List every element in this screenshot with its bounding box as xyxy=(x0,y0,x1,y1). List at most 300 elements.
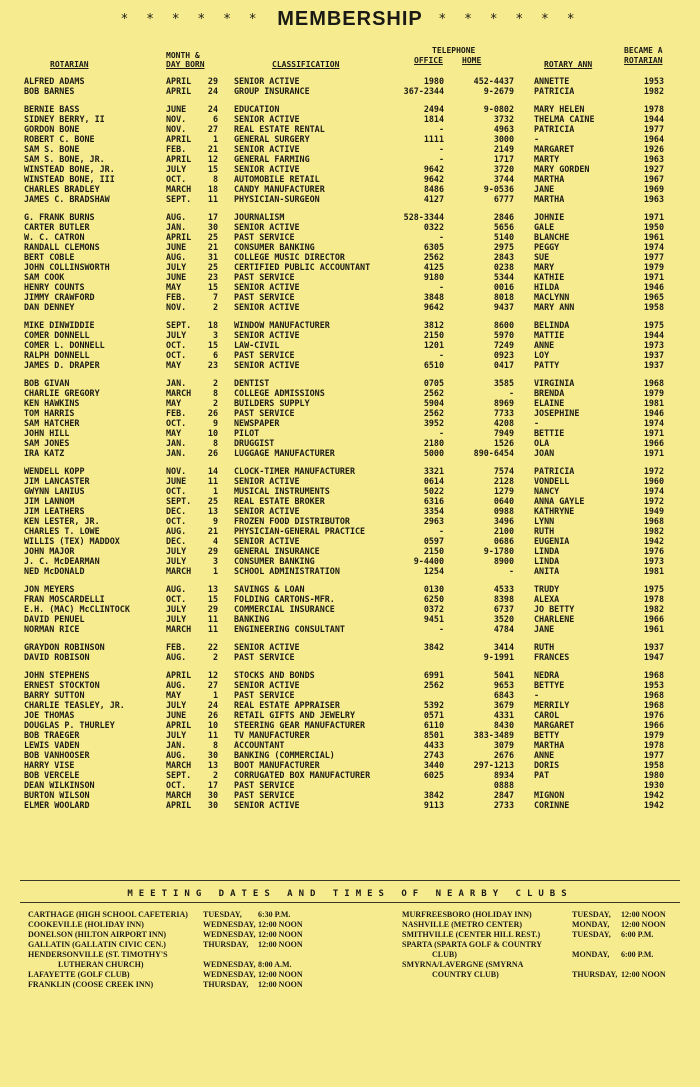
year-joined: 1967 xyxy=(643,174,664,184)
birth-month: MARCH xyxy=(166,388,192,398)
club-row xyxy=(0,950,700,960)
member-row xyxy=(0,680,700,690)
rotary-ann: FRANCES xyxy=(534,652,570,662)
birth-day: 8 xyxy=(212,174,218,184)
member-row xyxy=(0,114,700,124)
birth-day: 1 xyxy=(212,134,218,144)
year-joined: 1958 xyxy=(643,302,664,312)
office-phone: 3440 xyxy=(423,760,444,770)
birth-day: 6 xyxy=(212,114,218,124)
classification: BANKING xyxy=(234,614,270,624)
birth-month: AUG. xyxy=(166,652,187,662)
year-joined: 1977 xyxy=(643,750,664,760)
stars-right: * * * * * * xyxy=(438,12,580,27)
office-phone: - xyxy=(438,350,444,360)
classification: GROUP INSURANCE xyxy=(234,86,310,96)
classification: SENIOR ACTIVE xyxy=(234,800,300,810)
year-joined: 1944 xyxy=(643,114,664,124)
member-name: JIM LEATHERS xyxy=(24,506,85,516)
member-name: CARTER BUTLER xyxy=(24,222,90,232)
rotary-ann: PATRICIA xyxy=(534,124,575,134)
home-phone: 4784 xyxy=(493,624,514,634)
club-day: WEDNESDAY, xyxy=(203,920,256,929)
office-phone: 6991 xyxy=(423,670,444,680)
office-phone: - xyxy=(438,232,444,242)
member-name: DOUGLAS P. THURLEY xyxy=(24,720,115,730)
member-name: NED McDONALD xyxy=(24,566,85,576)
birth-month: AUG. xyxy=(166,750,187,760)
header-day-born: DAY BORN xyxy=(166,60,205,69)
rotary-ann: LYNN xyxy=(534,516,555,526)
club-day: WEDNESDAY, xyxy=(203,970,256,979)
member-row xyxy=(0,330,700,340)
home-phone: 6843 xyxy=(493,690,514,700)
birth-month: JULY xyxy=(166,730,187,740)
birth-month: JAN. xyxy=(166,740,187,750)
home-phone: 2847 xyxy=(493,790,514,800)
office-phone: 0571 xyxy=(423,710,444,720)
member-row xyxy=(0,320,700,330)
club-row xyxy=(0,980,700,990)
member-row xyxy=(0,652,700,662)
birth-month: OCT. xyxy=(166,174,187,184)
rotary-ann: JO BETTY xyxy=(534,604,575,614)
rotary-ann: CHARLENE xyxy=(534,614,575,624)
home-phone: 5344 xyxy=(493,272,514,282)
member-name: KEN HAWKINS xyxy=(24,398,80,408)
club-name: CARTHAGE (HIGH SCHOOL CAFETERIA) xyxy=(28,910,188,919)
rotary-ann: JOSEPHINE xyxy=(534,408,580,418)
birth-day: 12 xyxy=(207,670,218,680)
member-row xyxy=(0,476,700,486)
classification: RETAIL GIFTS AND JEWELRY xyxy=(234,710,356,720)
year-joined: 1942 xyxy=(643,536,664,546)
birth-day: 30 xyxy=(207,750,218,760)
home-phone: 0640 xyxy=(493,496,514,506)
office-phone: 367-2344 xyxy=(403,86,444,96)
year-joined: 1937 xyxy=(643,360,664,370)
home-phone: 452-4437 xyxy=(473,76,514,86)
birth-month: JULY xyxy=(166,614,187,624)
member-row xyxy=(0,76,700,86)
classification: BANKING (COMMERCIAL) xyxy=(234,750,335,760)
classification: STEERING GEAR MANUFACTURER xyxy=(234,720,366,730)
birth-month: JULY xyxy=(166,700,187,710)
member-row xyxy=(0,418,700,428)
home-phone: 2846 xyxy=(493,212,514,222)
birth-day: 24 xyxy=(207,700,218,710)
member-name: WINSTEAD BONE, III xyxy=(24,174,115,184)
office-phone: 4433 xyxy=(423,740,444,750)
birth-month: MAY xyxy=(166,690,182,700)
rotary-ann: BELINDA xyxy=(534,320,570,330)
rotary-ann: KATHIE xyxy=(534,272,565,282)
classification: SENIOR ACTIVE xyxy=(234,222,300,232)
member-row xyxy=(0,164,700,174)
birth-day: 31 xyxy=(207,252,218,262)
rotary-ann: MARGARET xyxy=(534,720,575,730)
rotary-ann: MACLYNN xyxy=(534,292,570,302)
club-time: 12:00 NOON xyxy=(621,910,666,919)
member-name: DAVID PENUEL xyxy=(24,614,85,624)
year-joined: 1946 xyxy=(643,282,664,292)
group-spacer xyxy=(0,662,700,670)
year-joined: 1963 xyxy=(643,154,664,164)
member-row xyxy=(0,506,700,516)
member-row xyxy=(0,790,700,800)
birth-month: FEB. xyxy=(166,642,187,652)
header-rotarian-year: ROTARIAN xyxy=(624,56,663,65)
birth-month: OCT. xyxy=(166,340,187,350)
member-name: SAM COOK xyxy=(24,272,65,282)
year-joined: 1966 xyxy=(643,720,664,730)
birth-month: APRIL xyxy=(166,232,192,242)
birth-day: 30 xyxy=(207,790,218,800)
year-joined: 1980 xyxy=(643,770,664,780)
club-time: 12:00 NOON xyxy=(258,940,303,949)
rotary-ann: PAT xyxy=(534,770,550,780)
title-row xyxy=(0,8,700,31)
year-joined: 1950 xyxy=(643,222,664,232)
birth-month: JUNE xyxy=(166,242,187,252)
member-row xyxy=(0,556,700,566)
member-name: JAMES D. DRAPER xyxy=(24,360,100,370)
year-joined: 1978 xyxy=(643,104,664,114)
home-phone: 7949 xyxy=(493,428,514,438)
classification: SENIOR ACTIVE xyxy=(234,164,300,174)
rotary-ann: THELMA CAINE xyxy=(534,114,595,124)
member-name: ROBERT C. BONE xyxy=(24,134,95,144)
office-phone: 2963 xyxy=(423,516,444,526)
birth-month: SEPT. xyxy=(166,194,192,204)
rotary-ann: LINDA xyxy=(534,556,560,566)
birth-day: 27 xyxy=(207,680,218,690)
year-joined: 1973 xyxy=(643,340,664,350)
office-phone: 1254 xyxy=(423,566,444,576)
office-phone: 8486 xyxy=(423,184,444,194)
rotary-ann: ANNA GAYLE xyxy=(534,496,585,506)
classification: STOCKS AND BONDS xyxy=(234,670,315,680)
home-phone: 9437 xyxy=(493,302,514,312)
year-joined: 1981 xyxy=(643,398,664,408)
birth-month: NOV. xyxy=(166,124,187,134)
member-name: JON MEYERS xyxy=(24,584,75,594)
birth-day: 2 xyxy=(212,378,218,388)
member-name: W. C. CATRON xyxy=(24,232,85,242)
birth-month: MAY xyxy=(166,282,182,292)
home-phone: 0888 xyxy=(493,780,514,790)
birth-month: AUG. xyxy=(166,252,187,262)
member-row xyxy=(0,340,700,350)
member-row xyxy=(0,282,700,292)
rotary-ann: JOHNIE xyxy=(534,212,565,222)
birth-month: MARCH xyxy=(166,624,192,634)
year-joined: 1942 xyxy=(643,800,664,810)
member-name: BOB BARNES xyxy=(24,86,75,96)
member-name: SAM S. BONE, JR. xyxy=(24,154,105,164)
office-phone: - xyxy=(438,624,444,634)
home-phone: 3079 xyxy=(493,740,514,750)
classification: COLLEGE ADMISSIONS xyxy=(234,388,325,398)
rotary-ann: ELAINE xyxy=(534,398,565,408)
home-phone: 9-0802 xyxy=(483,104,514,114)
office-phone: - xyxy=(438,144,444,154)
home-phone: 9-2679 xyxy=(483,86,514,96)
birth-day: 11 xyxy=(207,624,218,634)
birth-day: 17 xyxy=(207,212,218,222)
member-name: DEAN WILKINSON xyxy=(24,780,95,790)
office-phone: 0705 xyxy=(423,378,444,388)
classification: ENGINEERING CONSULTANT xyxy=(234,624,345,634)
rotary-ann: TRUDY xyxy=(534,584,560,594)
member-row xyxy=(0,526,700,536)
classification: SAVINGS & LOAN xyxy=(234,584,305,594)
home-phone: 6777 xyxy=(493,194,514,204)
classification: REAL ESTATE RENTAL xyxy=(234,124,325,134)
classification: PAST SERVICE xyxy=(234,690,295,700)
year-joined: 1982 xyxy=(643,526,664,536)
member-name: ALFRED ADAMS xyxy=(24,76,85,86)
birth-month: OCT. xyxy=(166,486,187,496)
rotary-ann: CAROL xyxy=(534,710,560,720)
classification: PAST SERVICE xyxy=(234,790,295,800)
classification: SENIOR ACTIVE xyxy=(234,330,300,340)
year-joined: 1944 xyxy=(643,330,664,340)
member-row xyxy=(0,614,700,624)
rotary-ann: MARY HELEN xyxy=(534,104,585,114)
member-name: J. C. McDEARMAN xyxy=(24,556,100,566)
classification: EDUCATION xyxy=(234,104,280,114)
home-phone: 3496 xyxy=(493,516,514,526)
year-joined: 1969 xyxy=(643,184,664,194)
birth-month: AUG. xyxy=(166,526,187,536)
office-phone: 6305 xyxy=(423,242,444,252)
year-joined: 1976 xyxy=(643,710,664,720)
member-name: BOB GIVAN xyxy=(24,378,70,388)
home-phone: 8900 xyxy=(493,556,514,566)
member-name: RALPH DONNELL xyxy=(24,350,90,360)
birth-month: MAY xyxy=(166,398,182,408)
office-phone: 3848 xyxy=(423,292,444,302)
classification: REAL ESTATE APPRAISER xyxy=(234,700,340,710)
home-phone: 3000 xyxy=(493,134,514,144)
birth-day: 24 xyxy=(207,86,218,96)
office-phone: 0322 xyxy=(423,222,444,232)
member-row xyxy=(0,272,700,282)
member-row xyxy=(0,408,700,418)
rotary-ann: BETTYE xyxy=(534,680,565,690)
member-row xyxy=(0,222,700,232)
home-phone: 297-1213 xyxy=(473,760,514,770)
birth-month: JULY xyxy=(166,546,187,556)
club-day: MONDAY, xyxy=(572,920,610,929)
year-joined: 1937 xyxy=(643,642,664,652)
office-phone: 9113 xyxy=(423,800,444,810)
member-name: DAVID ROBISON xyxy=(24,652,90,662)
birth-month: JULY xyxy=(166,164,187,174)
year-joined: 1968 xyxy=(643,378,664,388)
member-row xyxy=(0,350,700,360)
classification: ACCOUNTANT xyxy=(234,740,285,750)
year-joined: 1978 xyxy=(643,594,664,604)
birth-day: 1 xyxy=(212,486,218,496)
year-joined: 1968 xyxy=(643,670,664,680)
birth-day: 25 xyxy=(207,262,218,272)
office-phone: 9642 xyxy=(423,302,444,312)
classification: PHYSICIAN-GENERAL PRACTICE xyxy=(234,526,366,536)
classification: SENIOR ACTIVE xyxy=(234,114,300,124)
home-phone: 6737 xyxy=(493,604,514,614)
member-name: GORDON BONE xyxy=(24,124,80,134)
member-row xyxy=(0,760,700,770)
year-joined: 1946 xyxy=(643,408,664,418)
member-row xyxy=(0,360,700,370)
office-phone: - xyxy=(438,124,444,134)
year-joined: 1981 xyxy=(643,566,664,576)
birth-month: APRIL xyxy=(166,800,192,810)
rotary-ann: MATTIE xyxy=(534,330,565,340)
office-phone: 5392 xyxy=(423,700,444,710)
office-phone: 9-4400 xyxy=(413,556,444,566)
office-phone: 9642 xyxy=(423,174,444,184)
header-telephone: TELEPHONE xyxy=(432,46,476,55)
year-joined: 1974 xyxy=(643,242,664,252)
birth-day: 10 xyxy=(207,720,218,730)
club-day: MONDAY, xyxy=(572,950,610,959)
member-name: FRAN MOSCARDELLI xyxy=(24,594,105,604)
classification: SENIOR ACTIVE xyxy=(234,536,300,546)
year-joined: 1965 xyxy=(643,292,664,302)
member-name: BOB VERCELE xyxy=(24,770,80,780)
office-phone: 2562 xyxy=(423,252,444,262)
birth-day: 22 xyxy=(207,642,218,652)
birth-day: 24 xyxy=(207,104,218,114)
year-joined: 1926 xyxy=(643,144,664,154)
classification: PILOT xyxy=(234,428,260,438)
classification: LUGGAGE MANUFACTURER xyxy=(234,448,335,458)
office-phone: 0597 xyxy=(423,536,444,546)
home-phone: 4963 xyxy=(493,124,514,134)
year-joined: 1953 xyxy=(643,76,664,86)
club-name: SMITHVILLE (CENTER HILL REST.) xyxy=(402,930,541,939)
group-spacer xyxy=(0,312,700,320)
birth-month: JULY xyxy=(166,262,187,272)
member-row xyxy=(0,398,700,408)
home-phone: 8018 xyxy=(493,292,514,302)
office-phone: - xyxy=(438,154,444,164)
office-phone: 6250 xyxy=(423,594,444,604)
member-row xyxy=(0,154,700,164)
office-phone: 1111 xyxy=(423,134,444,144)
classification: PAST SERVICE xyxy=(234,272,295,282)
club-name: SMYRNA/LAVERGNE (SMYRNA xyxy=(402,960,524,969)
member-name: NORMAN RICE xyxy=(24,624,80,634)
birth-month: MARCH xyxy=(166,790,192,800)
club-time: 8:00 A.M. xyxy=(258,960,292,969)
member-row xyxy=(0,242,700,252)
member-name: ERNEST STOCKTON xyxy=(24,680,100,690)
birth-month: NOV. xyxy=(166,466,187,476)
home-phone: 9-0536 xyxy=(483,184,514,194)
home-phone: 2149 xyxy=(493,144,514,154)
home-phone: 7249 xyxy=(493,340,514,350)
classification: CORRUGATED BOX MANUFACTURER xyxy=(234,770,371,780)
birth-month: APRIL xyxy=(166,670,192,680)
birth-day: 14 xyxy=(207,466,218,476)
divider-bottom xyxy=(20,902,680,903)
member-name: WENDELL KOPP xyxy=(24,466,85,476)
year-joined: 1963 xyxy=(643,194,664,204)
home-phone: 5140 xyxy=(493,232,514,242)
rotary-ann: PATRICIA xyxy=(534,86,575,96)
member-row xyxy=(0,604,700,614)
home-phone: 8430 xyxy=(493,720,514,730)
birth-day: 6 xyxy=(212,350,218,360)
birth-month: JULY xyxy=(166,556,187,566)
member-row xyxy=(0,780,700,790)
header-office: OFFICE xyxy=(414,56,443,65)
classification: GENERAL SURGERY xyxy=(234,134,310,144)
year-joined: 1982 xyxy=(643,86,664,96)
birth-day: 23 xyxy=(207,360,218,370)
club-day: THURSDAY, xyxy=(572,970,618,979)
club-name: HENDERSONVILLE (ST. TIMOTHY'S xyxy=(28,950,168,959)
member-name: LEWIS VADEN xyxy=(24,740,80,750)
birth-month: JAN. xyxy=(166,222,187,232)
birth-day: 11 xyxy=(207,476,218,486)
office-phone: 4125 xyxy=(423,262,444,272)
member-name: MIKE DINWIDDIE xyxy=(24,320,95,330)
birth-day: 29 xyxy=(207,76,218,86)
club-name: NASHVILLE (METRO CENTER) xyxy=(402,920,523,929)
birth-month: JUNE xyxy=(166,272,187,282)
member-name: BERT COBLE xyxy=(24,252,75,262)
member-row xyxy=(0,700,700,710)
member-row xyxy=(0,134,700,144)
member-row xyxy=(0,104,700,114)
member-row xyxy=(0,212,700,222)
member-row xyxy=(0,378,700,388)
birth-day: 13 xyxy=(207,760,218,770)
classification: PHYSICIAN-SURGEON xyxy=(234,194,320,204)
year-joined: 1930 xyxy=(643,780,664,790)
birth-month: AUG. xyxy=(166,584,187,594)
birth-day: 8 xyxy=(212,740,218,750)
member-name: WILLIS (TEX) MADDOX xyxy=(24,536,120,546)
office-phone: 2150 xyxy=(423,546,444,556)
home-phone: 0238 xyxy=(493,262,514,272)
classification: PAST SERVICE xyxy=(234,780,295,790)
member-row xyxy=(0,174,700,184)
birth-day: 30 xyxy=(207,222,218,232)
birth-day: 25 xyxy=(207,232,218,242)
rotary-ann: MARGARET xyxy=(534,144,575,154)
home-phone: 5041 xyxy=(493,670,514,680)
member-row xyxy=(0,232,700,242)
year-joined: 1975 xyxy=(643,584,664,594)
rotary-ann: MIGNON xyxy=(534,790,565,800)
classification: SENIOR ACTIVE xyxy=(234,506,300,516)
year-joined: 1979 xyxy=(643,388,664,398)
office-phone: 2562 xyxy=(423,680,444,690)
member-row xyxy=(0,496,700,506)
year-joined: 1972 xyxy=(643,496,664,506)
birth-day: 13 xyxy=(207,584,218,594)
year-joined: 1961 xyxy=(643,624,664,634)
member-row xyxy=(0,536,700,546)
club-row xyxy=(0,920,700,930)
rotary-ann: - xyxy=(534,134,540,144)
